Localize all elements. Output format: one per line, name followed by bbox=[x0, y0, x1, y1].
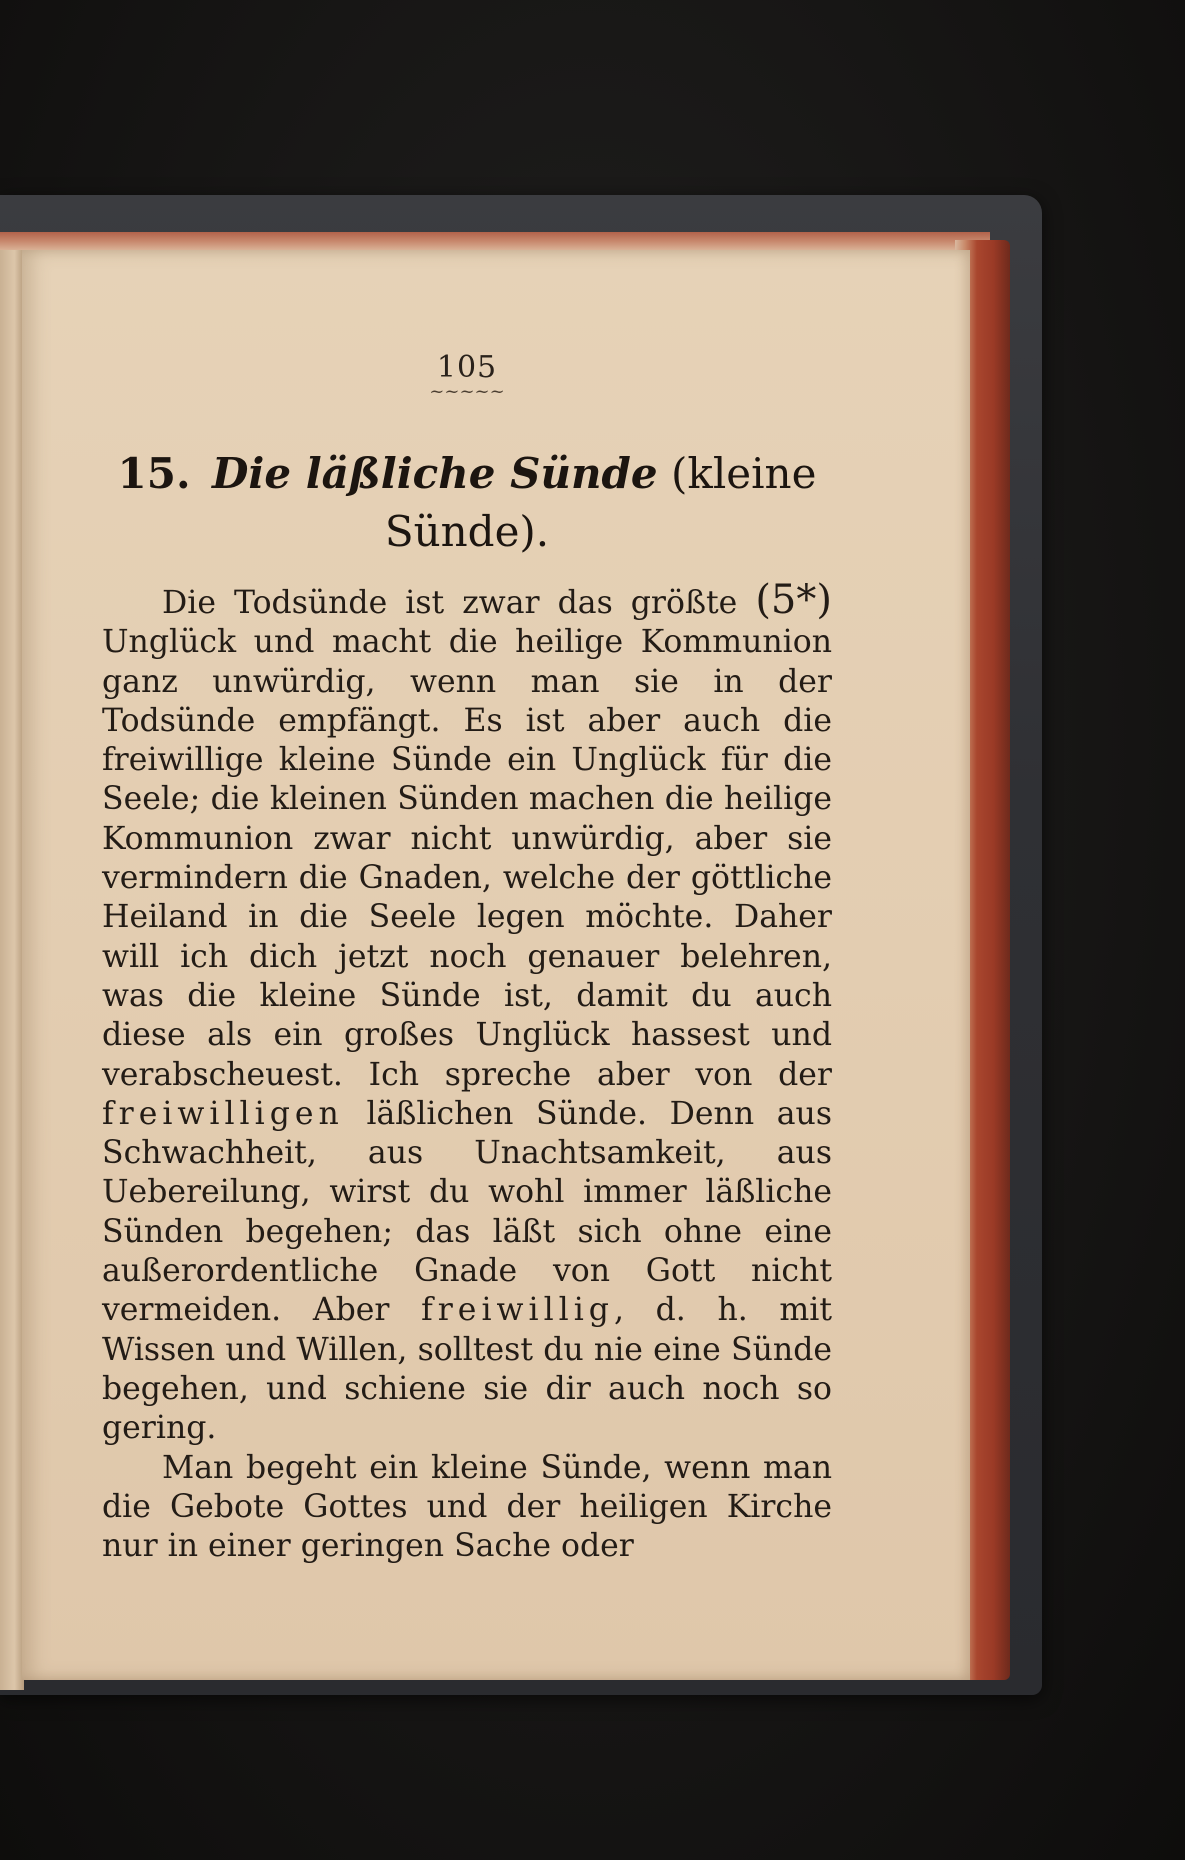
chapter-heading bbox=[102, 445, 832, 561]
chapter-title: Die läßliche Sünde bbox=[211, 449, 658, 498]
body-text bbox=[102, 577, 832, 1566]
facing-page-edge bbox=[0, 250, 24, 1690]
text-run: Unglück und macht die heilige Kommunion ganz unwürdig, wenn man sie in der Todsünde empfängt. Es ist aber auch die freiwillige kleine Sünde ein Unglück für die Seele; die kleinen Sünden machen die heilige Kommunion zwar nicht unwürdig, aber sie vermindern die Gnaden, welche der göttliche Heiland in die Seele legen möchte. Daher will ich dich jetzt noch genauer belehren, was die kleine Sünde ist, damit du auch diese als ein großes Unglück hassest und verabscheuest. Ich spreche aber von der bbox=[102, 624, 832, 1093]
book-page bbox=[22, 250, 970, 1680]
page-number: 105 bbox=[436, 350, 498, 385]
text-run: läßlichen Sünde. Denn aus Schwachheit, aus Unachtsamkeit, aus Uebereilung, wirst du wohl immer läßliche Sünden begehen; das läßt sich ohne eine außerordentliche Gnade von Gott nicht vermeiden. Aber bbox=[102, 1095, 832, 1329]
paragraph bbox=[102, 577, 832, 1449]
text-spaced: freiwilligen bbox=[102, 1095, 344, 1132]
page-number-ornament: ~~~~~ bbox=[429, 381, 505, 402]
chapter-number: 15. bbox=[117, 449, 191, 498]
text-marker: (5*) bbox=[755, 577, 832, 623]
text-spaced: freiwillig bbox=[421, 1292, 614, 1329]
text-run: Man begeht ein kleine Sünde, wenn man die Gebote Gottes und der heiligen Kirche nur in einer geringen Sache oder bbox=[102, 1449, 832, 1565]
text-run: , d. h. mit Wissen und Willen, solltest du nie eine Sünde begehen, und schiene sie dir auch noch so gering. bbox=[102, 1292, 832, 1447]
paragraph bbox=[102, 1449, 832, 1567]
text-run: Die Todsünde ist zwar das größte bbox=[162, 585, 756, 621]
page-text-area bbox=[102, 350, 832, 1566]
chapter-subtitle: (kleine Sünde). bbox=[384, 449, 817, 556]
